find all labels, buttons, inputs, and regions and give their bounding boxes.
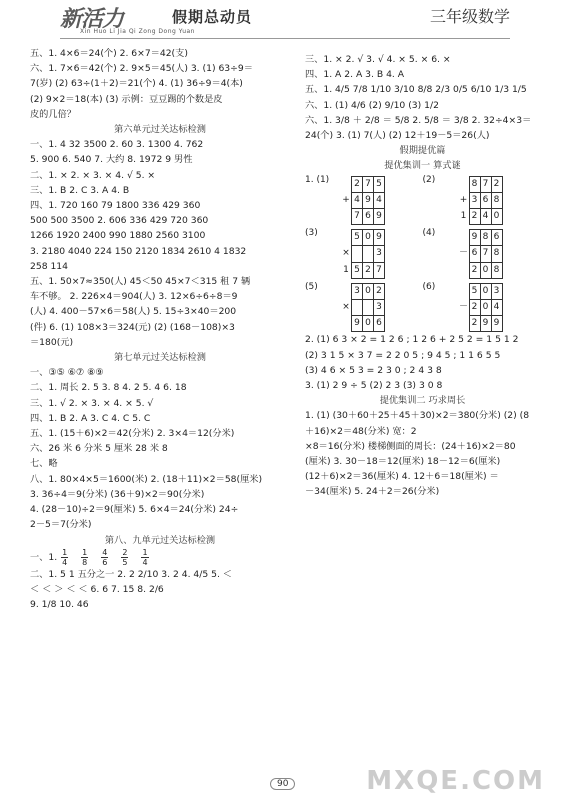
- left-line: 4. (28－10)÷2＝9(厘米) 5. 6×4＝24(分米) 24÷: [30, 504, 239, 516]
- puzzle-cell: 2: [363, 262, 374, 278]
- puzzle-cell: [459, 316, 470, 332]
- fraction: [141, 548, 148, 567]
- puzzle-cell: 3: [374, 246, 385, 262]
- puzzle-cell: [459, 283, 470, 299]
- fraction: [121, 548, 128, 567]
- right2-line: (2) 3 1 5 × 3 7 = 2 2 0 5 ; 9 4 5 ; 1 1 6 5 5: [305, 349, 501, 361]
- puzzle-cell: 9: [352, 316, 363, 332]
- puzzle-cell: 3: [352, 283, 363, 299]
- puzzle-cell: 5: [352, 230, 363, 246]
- left-line: 四、1. B 2. A 3. C 4. C 5. C: [30, 412, 151, 424]
- digit-puzzle: [305, 281, 423, 333]
- puzzle-cell: [363, 246, 374, 262]
- puzzle-cell: 5: [469, 283, 480, 299]
- fraction-list: [60, 547, 160, 567]
- puzzle-cell: 4: [480, 209, 491, 225]
- puzzle-grid: [341, 283, 385, 333]
- right2-line: 2. (1) 6 3 × 2 = 1 2 6 ; 1 2 6 + 2 5 2 = 1 5 1 2: [305, 334, 519, 346]
- left-line: 1266 1920 2400 990 1880 2560 3100: [30, 230, 206, 242]
- right-line: 假期提优篇: [399, 145, 446, 157]
- fraction-numerator: 1: [82, 547, 88, 557]
- fraction-numerator: 4: [102, 547, 108, 557]
- left-line: 3. 2180 4040 224 150 2120 1834 2610 4 1832: [30, 245, 247, 257]
- left-line: ＝180(元): [30, 336, 74, 348]
- puzzle-cell: [459, 176, 470, 192]
- puzzle-cell: 9: [363, 192, 374, 208]
- puzzle-cell: 1: [460, 211, 467, 222]
- left-line: 七、略: [30, 458, 58, 470]
- left-line: 一、③⑤ ⑥⑦ ⑧⑨: [30, 367, 104, 379]
- puzzle-label: (5): [305, 281, 318, 292]
- puzzle-cell: [352, 246, 363, 262]
- puzzle-cell: 8: [480, 230, 491, 246]
- left-line: 258 114: [30, 260, 68, 272]
- digit-puzzle: [305, 174, 423, 226]
- right-line: 五、1. 4/5 7/8 1/10 3/10 8/8 2/3 0/5 6/10 1/3 1/5: [305, 84, 527, 96]
- puzzle-cell: [341, 230, 352, 246]
- header-divider: [60, 38, 510, 39]
- left-line: 五、1. 50×7≈350(人) 45＜50 45×7＜315 租 7 辆: [30, 276, 251, 288]
- puzzle-cell: 5: [374, 176, 385, 192]
- puzzle-cell: 9: [480, 316, 491, 332]
- puzzle-cell: 9: [374, 209, 385, 225]
- right2-line: 3. (1) 2 9 ÷ 5 (2) 2 3 (3) 3 0 8: [305, 380, 443, 392]
- left-line: 四、1. 720 160 79 1800 336 429 360: [30, 200, 201, 212]
- left-line: 7(岁) (2) 63÷(1＋2)＝21(个) 4. (1) 36÷9＝4(本): [30, 78, 243, 90]
- puzzle-cell: [341, 209, 352, 225]
- fraction: [101, 548, 108, 567]
- puzzle-label: 1. (1): [305, 174, 330, 185]
- left-line: 第六单元过关达标检测: [114, 124, 206, 136]
- puzzle-cell: 1: [343, 264, 349, 275]
- puzzle-cell: 0: [480, 262, 491, 278]
- puzzle-cell: [341, 176, 352, 192]
- logo: 新活力: [60, 6, 124, 32]
- right2-line: ＋16)×2＝48(分米) 宽：2: [305, 425, 417, 437]
- left-line: 第七单元过关达标检测: [114, 352, 206, 364]
- left-line: 5. 900 6. 540 7. 大约 8. 1972 9 男性: [30, 154, 193, 166]
- fraction-denominator: 6: [102, 557, 108, 567]
- puzzle-cell: 0: [480, 283, 491, 299]
- puzzle-cell: [459, 230, 470, 246]
- fraction-row: [30, 548, 290, 567]
- puzzle-cell: 7: [374, 262, 385, 278]
- left-line: 三、1. √ 2. × 3. × 4. × 5. √: [30, 397, 154, 409]
- left2-line: 9. 1/8 10. 46: [30, 599, 89, 611]
- left-line: 车不够。 2. 226×4＝904(人) 3. 12×6÷6÷8＝9: [30, 291, 238, 303]
- puzzle-cell: ×: [342, 248, 350, 259]
- left-line: 六、26 米 6 分米 5 厘米 28 米 8: [30, 443, 168, 455]
- right2-line: 提优集训二 巧求周长: [379, 395, 466, 407]
- digit-puzzle: [423, 174, 541, 226]
- puzzle-cell: +: [342, 194, 350, 205]
- left-column: [30, 46, 290, 612]
- puzzle-cell: 0: [363, 283, 374, 299]
- puzzle-label: (3): [305, 228, 318, 239]
- left-line: 第八、九单元过关达标检测: [104, 534, 216, 546]
- fraction: [81, 548, 88, 567]
- left2-line: 二、1. 5 1 五分之一 2. 2 2/10 3. 2 4. 4/5 5. ＜: [30, 568, 232, 580]
- right-column: [305, 52, 540, 500]
- puzzle-cell: 9: [469, 230, 480, 246]
- puzzle-grid: [341, 229, 385, 279]
- puzzle-cell: 7: [363, 176, 374, 192]
- puzzle-cell: 2: [374, 283, 385, 299]
- puzzle-grid: [341, 176, 385, 226]
- digit-puzzle: [305, 227, 423, 279]
- right2-line: (厘米) 3. 30－18＝12(厘米) 18－12＝6(厘米): [305, 456, 501, 468]
- puzzle-cell: 8: [491, 262, 502, 278]
- brand-title: 假期总动员: [172, 8, 253, 26]
- puzzle-cell: 8: [491, 246, 502, 262]
- fraction-numerator: 2: [122, 547, 128, 557]
- puzzle-cell: 0: [363, 316, 374, 332]
- puzzle-cell: 8: [491, 192, 502, 208]
- left-line: 二、1. × 2. × 3. × 4. √ 5. ×: [30, 169, 156, 181]
- digit-puzzle: [423, 281, 541, 333]
- puzzle-grid: [459, 229, 503, 279]
- brand-pinyin: Xin Huo Li Jia Qi Zong Dong Yuan: [80, 28, 195, 35]
- puzzle-label: (4): [422, 228, 436, 239]
- puzzle-cell: [352, 300, 363, 316]
- right-line: 六、1. 3/8 ＋ 2/8 ＝ 5/8 2. 5/8 ＝ 3/8 2. 32÷4×3＝: [305, 114, 532, 126]
- puzzle-cell: 4: [352, 192, 363, 208]
- left-line: 500 500 3500 2. 606 336 429 720 360: [30, 215, 209, 227]
- puzzle-cell: [341, 316, 352, 332]
- puzzle-cell: 9: [491, 316, 502, 332]
- digit-puzzle: [423, 227, 541, 279]
- left-line: 五、1. 4×6＝24(个) 2. 6×7＝42(支): [30, 48, 188, 59]
- left-line: 五、1. (15＋6)×2＝42(分米) 2. 3×4＝12(分米): [30, 428, 235, 440]
- puzzle-cell: 7: [480, 246, 491, 262]
- left-line: 六、1. 7×6＝42(个) 2. 9×5＝45(人) 3. (1) 63÷9＝: [30, 63, 253, 75]
- puzzle-cell: ×: [342, 302, 350, 313]
- puzzle-cell: 6: [469, 246, 480, 262]
- fraction-numerator: 1: [62, 547, 68, 557]
- fraction-denominator: 4: [142, 557, 148, 567]
- right2-line: (3) 4 6 × 5 3 = 2 3 0 ; 2 4 3 8: [305, 364, 442, 376]
- puzzle-cell: 3: [374, 300, 385, 316]
- puzzle-cell: 7: [480, 176, 491, 192]
- puzzle-cell: 2: [469, 300, 480, 316]
- left-answer-lines-2: [30, 567, 290, 613]
- right-answer-lines: [305, 52, 540, 174]
- fraction-denominator: 8: [82, 557, 88, 567]
- puzzle-cell: +: [459, 194, 468, 205]
- puzzle-cell: 9: [374, 230, 385, 246]
- puzzle-cell: 2: [491, 176, 502, 192]
- puzzle-cell: 2: [469, 316, 480, 332]
- right-line: 24(个) 3. (1) 7(人) (2) 12＋19－5＝26(人): [305, 130, 490, 142]
- left-line: 2－5＝7(分米): [30, 519, 92, 531]
- left2-line: ＜ ＜ ＞ ＜ ＜ 6. 6 7. 15 8. 2/6: [30, 583, 164, 595]
- left-line: (件) 6. (1) 108×3＝324(元) (2) (168－108)×3: [30, 321, 235, 333]
- puzzle-cell: 5: [352, 262, 363, 278]
- page-number: 90: [270, 778, 295, 790]
- fraction-numerator: 1: [142, 547, 148, 557]
- puzzle-cell: 3: [469, 192, 480, 208]
- right2-line: －34(厘米) 5. 24＋2＝26(分米): [305, 486, 440, 498]
- fraction-denominator: 5: [122, 557, 128, 567]
- puzzle-cell: [459, 262, 470, 278]
- puzzle-cell: 6: [374, 316, 385, 332]
- right2-line: (12＋6)×2＝36(厘米) 4. 12＋6＝18(厘米) ＝: [305, 471, 499, 483]
- puzzle-cell: 8: [469, 176, 480, 192]
- page-header: [0, 0, 565, 40]
- right-line: 三、1. × 2. √ 3. √ 4. × 5. × 6. ×: [305, 54, 451, 65]
- puzzle-cell: －: [458, 302, 468, 313]
- left-line: 八、1. 80×4×5＝1600(米) 2. (18＋11)×2＝58(厘米): [30, 473, 263, 485]
- puzzle-cell: 4: [374, 192, 385, 208]
- left-line: 二、1. 周长 2. 5 3. 8 4. 2 5. 4 6. 18: [30, 382, 187, 394]
- right-line: 六、1. (1) 4/6 (2) 9/10 (3) 1/2: [305, 99, 439, 111]
- puzzle-cell: 0: [363, 230, 374, 246]
- puzzle-cell: 2: [469, 209, 480, 225]
- puzzle-grid: [459, 176, 503, 226]
- right2-line: ×8＝16(分米) 楼梯侧面的周长：(24＋16)×2＝80: [305, 440, 516, 452]
- left-line: 一、1. 4 32 3500 2. 60 3. 1300 4. 762: [30, 139, 204, 151]
- left-line: (人) 4. 400－57×6＝58(人) 5. 15÷3×40＝200: [30, 306, 237, 318]
- puzzle-cell: [341, 283, 352, 299]
- left-line: 3. 36÷4＝9(分米) (36＋9)×2＝90(分米): [30, 488, 205, 500]
- puzzle-cell: 0: [491, 209, 502, 225]
- right-line: 四、1. A 2. A 3. B 4. A: [305, 69, 405, 81]
- watermark: MXQE.COM: [366, 766, 545, 796]
- right-answer-lines-2: [305, 332, 540, 499]
- puzzle-cell: －: [458, 248, 468, 259]
- puzzle-cell: 6: [491, 230, 502, 246]
- fraction: [61, 548, 68, 567]
- fraction-denominator: 4: [62, 557, 68, 567]
- puzzle-cell: 7: [352, 209, 363, 225]
- fraction-row-label: 一、1.: [30, 551, 58, 563]
- puzzle-cell: 2: [469, 262, 480, 278]
- left-line: 皮的几倍？: [30, 108, 76, 120]
- puzzle-cell: 6: [363, 209, 374, 225]
- grade-subject: 三年级数学: [430, 7, 511, 26]
- right2-line: 1. (1) (30＋60＋25＋45＋30)×2＝380(分米) (2) (8: [305, 410, 530, 422]
- puzzle-cell: 3: [491, 283, 502, 299]
- left-line: (2) 9×2＝18(本) (3) 示例：豆豆踢的个数是皮: [30, 93, 223, 105]
- puzzle-cell: 6: [480, 192, 491, 208]
- left-answer-lines: [30, 46, 290, 548]
- puzzle-cell: [363, 300, 374, 316]
- puzzle-cell: 4: [491, 300, 502, 316]
- puzzle-grid: [459, 283, 503, 333]
- puzzle-label: (6): [422, 281, 436, 292]
- left-line: 三、1. B 2. C 3. A 4. B: [30, 184, 130, 196]
- puzzle-label: (2): [422, 174, 436, 185]
- puzzle-cell: 0: [480, 300, 491, 316]
- puzzle-section: [305, 174, 540, 333]
- puzzle-cell: 2: [352, 176, 363, 192]
- right-line: 提优集训一 算式谜: [384, 160, 461, 172]
